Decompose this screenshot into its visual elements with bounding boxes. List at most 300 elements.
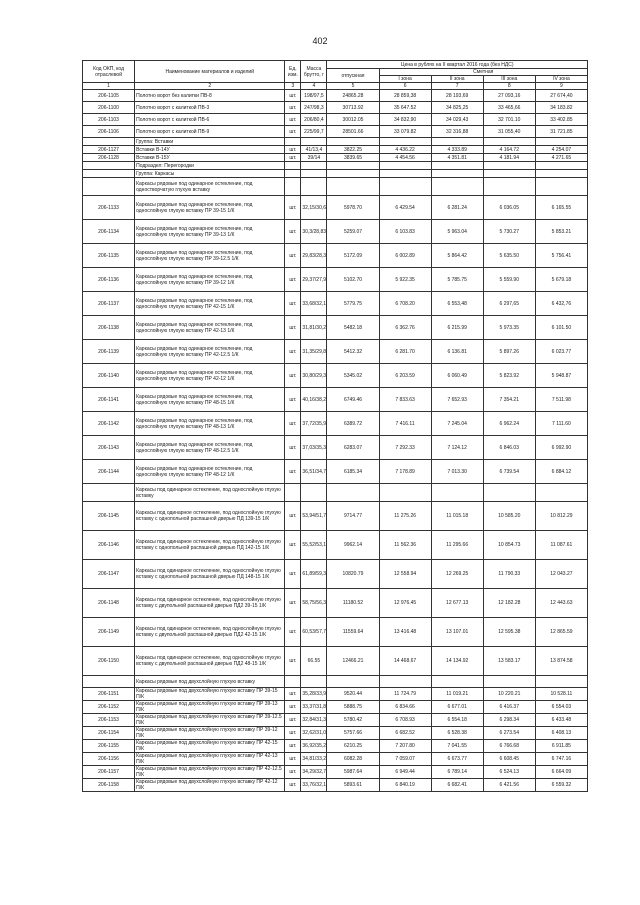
zone-3-price: 6 416.37 <box>483 701 535 714</box>
zone-1-price: 6 708.20 <box>379 292 431 316</box>
zone-1-price: 6 203.59 <box>379 364 431 388</box>
release-price: 3822.25 <box>327 146 379 154</box>
item-unit: шт. <box>285 412 301 436</box>
zone-4-price: 4 271.65 <box>535 154 587 162</box>
zone-2-price: 6 682.41 <box>431 779 483 792</box>
table-row <box>83 589 588 618</box>
table-row <box>83 531 588 560</box>
zone-3-price: 7 354.21 <box>483 388 535 412</box>
header-code: Код ОКП, код отраслевой <box>83 61 135 83</box>
group-heading: Группа: Вставки <box>135 138 285 146</box>
zone-1-price: 7 833.63 <box>379 388 431 412</box>
zone-2-price: 11 295.66 <box>431 531 483 560</box>
release-price: 6210.25 <box>327 740 379 753</box>
item-mass: 60,53/57,7 <box>301 618 327 647</box>
release-price: 5259.07 <box>327 220 379 244</box>
release-price: 5780.42 <box>327 714 379 727</box>
zone-3-price: 6 298.34 <box>483 714 535 727</box>
zone-1-price: 7 416.11 <box>379 412 431 436</box>
zone-1-price: 4 436.22 <box>379 146 431 154</box>
empty-cell <box>483 484 535 502</box>
zone-4-price: 6 559.32 <box>535 779 587 792</box>
table-row <box>83 753 588 766</box>
zone-1-price: 34 832,90 <box>379 114 431 126</box>
table-row <box>83 560 588 589</box>
zone-1-price: 6 002.89 <box>379 244 431 268</box>
zone-2-price: 4 333.89 <box>431 146 483 154</box>
zone-3-price: 5 897.26 <box>483 340 535 364</box>
item-unit: шт. <box>285 460 301 484</box>
zone-2-price: 34 825,25 <box>431 102 483 114</box>
empty-cell <box>301 170 327 178</box>
item-name: Каркасы рядовые под одинарное остекление, под однослойную глухую вставку ПР 42-15 1/К <box>135 292 285 316</box>
empty-cell <box>379 676 431 688</box>
item-unit: шт. <box>285 102 301 114</box>
header-zone-2: II зона <box>431 76 483 83</box>
item-code: 206-1154 <box>83 727 135 740</box>
item-unit: шт. <box>285 701 301 714</box>
item-mass: 53,94/51,7 <box>301 502 327 531</box>
item-name: Каркасы рядовые под двухслойную глухую вставку ПР 39-13 П/К <box>135 701 285 714</box>
item-unit: шт. <box>285 340 301 364</box>
empty-cell <box>83 178 135 196</box>
empty-cell <box>301 484 327 502</box>
item-mass: 32,62/31,0 <box>301 727 327 740</box>
zone-1-price: 14 468.67 <box>379 647 431 676</box>
zone-3-price: 6 739.54 <box>483 460 535 484</box>
empty-cell <box>483 178 535 196</box>
zone-4-price: 6 992.90 <box>535 436 587 460</box>
empty-cell <box>327 170 379 178</box>
zone-4-price: 7 111.60 <box>535 412 587 436</box>
item-code: 206-1157 <box>83 766 135 779</box>
empty-cell <box>483 162 535 170</box>
price-table <box>82 60 588 792</box>
group-heading-row <box>83 138 588 146</box>
zone-2-price: 7 124.12 <box>431 436 483 460</box>
release-price: 10820.79 <box>327 560 379 589</box>
zone-4-price: 6 023.77 <box>535 340 587 364</box>
header-estimate: Сметная <box>379 69 587 76</box>
zone-3-price: 10 220.21 <box>483 688 535 701</box>
column-number-row <box>83 83 588 90</box>
item-mass: 32,15/30,6 <box>301 196 327 220</box>
empty-cell <box>301 178 327 196</box>
item-unit: шт. <box>285 647 301 676</box>
zone-2-price: 7 041.55 <box>431 740 483 753</box>
table-row <box>83 779 588 792</box>
release-price: 5987.64 <box>327 766 379 779</box>
empty-cell <box>301 676 327 688</box>
item-mass: 30,3/28,83 <box>301 220 327 244</box>
empty-cell <box>431 162 483 170</box>
release-price: 28501.66 <box>327 126 379 138</box>
item-unit: шт. <box>285 688 301 701</box>
zone-2-price: 5 963.04 <box>431 220 483 244</box>
empty-cell <box>301 138 327 146</box>
zone-3-price: 5 730.27 <box>483 220 535 244</box>
item-code: 206-1153 <box>83 714 135 727</box>
item-unit: шт. <box>285 560 301 589</box>
zone-1-price: 6 708.93 <box>379 714 431 727</box>
table-row <box>83 701 588 714</box>
zone-3-price: 6 421.56 <box>483 779 535 792</box>
table-row <box>83 412 588 436</box>
item-mass: 198/97,5 <box>301 90 327 102</box>
zone-4-price: 12 043.27 <box>535 560 587 589</box>
empty-cell <box>83 676 135 688</box>
table-row <box>83 102 588 114</box>
zone-2-price: 14 134.92 <box>431 647 483 676</box>
empty-cell <box>431 484 483 502</box>
empty-cell <box>327 138 379 146</box>
zone-1-price: 6 949.44 <box>379 766 431 779</box>
item-code: 206-1142 <box>83 412 135 436</box>
header-zone-4: IV зона <box>535 76 587 83</box>
zone-4-price: 34 183.82 <box>535 102 587 114</box>
table-row <box>83 268 588 292</box>
item-mass: 31,35/29,8 <box>301 340 327 364</box>
item-code: 206-1156 <box>83 753 135 766</box>
zone-3-price: 6 846.03 <box>483 436 535 460</box>
item-name: Полотно ворот без калитки ПВ-8 <box>135 90 285 102</box>
item-mass: 40,16/38,2 <box>301 388 327 412</box>
item-name: Каркасы рядовые под одинарное остекление, под однослойную глухую вставку ПР 39-12.5 1/К <box>135 244 285 268</box>
item-unit: шт. <box>285 146 301 154</box>
item-code: 206-1133 <box>83 196 135 220</box>
item-unit: шт. <box>285 436 301 460</box>
zone-2-price: 6 136.81 <box>431 340 483 364</box>
empty-cell <box>535 484 587 502</box>
zone-2-price: 11 019.21 <box>431 688 483 701</box>
zone-4-price: 27 674,40 <box>535 90 587 102</box>
zone-2-price: 13 107.01 <box>431 618 483 647</box>
item-unit: шт. <box>285 196 301 220</box>
item-code: 206-1100 <box>83 102 135 114</box>
release-price: 6185.34 <box>327 460 379 484</box>
zone-1-price: 7 207.80 <box>379 740 431 753</box>
item-mass: 55,52/53,1 <box>301 531 327 560</box>
zone-4-price: 5 853.21 <box>535 220 587 244</box>
group-heading: Каркасы рядовые под одинарное остекление, под одностворчатую глухую вставку <box>135 178 285 196</box>
item-code: 206-1136 <box>83 268 135 292</box>
item-mass: 33,37/31,8 <box>301 701 327 714</box>
zone-4-price: 7 511.98 <box>535 388 587 412</box>
item-code: 206-1106 <box>83 126 135 138</box>
item-name: Вставки В-15У <box>135 154 285 162</box>
table-row <box>83 154 588 162</box>
zone-4-price: 6 432,76 <box>535 292 587 316</box>
column-number: 6 <box>379 83 431 90</box>
item-unit: шт. <box>285 316 301 340</box>
zone-2-price: 32 316,88 <box>431 126 483 138</box>
item-code: 206-1137 <box>83 292 135 316</box>
item-name: Каркасы рядовые под одинарное остекление, под однослойную глухую вставку ПР 39-15 1/К <box>135 196 285 220</box>
item-mass: 29,83/28,3 <box>301 244 327 268</box>
zone-4-price: 33 402.85 <box>535 114 587 126</box>
item-code: 206-1151 <box>83 688 135 701</box>
zone-1-price: 6 281.70 <box>379 340 431 364</box>
zone-4-price: 11 087.61 <box>535 531 587 560</box>
empty-cell <box>483 170 535 178</box>
item-name: Каркасы рядовые под одинарное остекление, под однослойную глухую вставку ПР 42-12.5 1/К <box>135 340 285 364</box>
release-price: 5757.66 <box>327 727 379 740</box>
zone-2-price: 7 013.30 <box>431 460 483 484</box>
empty-cell <box>83 138 135 146</box>
table-row <box>83 766 588 779</box>
item-name: Каркасы под одинарное остекление, под однослойную глухую вставку с двупольной распашной дверью ПД2 42-15 1/К <box>135 618 285 647</box>
empty-cell <box>285 484 301 502</box>
zone-2-price: 11 015.18 <box>431 502 483 531</box>
table-row <box>83 340 588 364</box>
group-heading-row <box>83 484 588 502</box>
item-unit: шт. <box>285 268 301 292</box>
zone-3-price: 6 297,65 <box>483 292 535 316</box>
page-number: 402 <box>312 36 328 46</box>
release-price: 6283.07 <box>327 436 379 460</box>
release-price: 30012.05 <box>327 114 379 126</box>
item-code: 206-1143 <box>83 436 135 460</box>
zone-3-price: 4 181.94 <box>483 154 535 162</box>
zone-2-price: 6 215.99 <box>431 316 483 340</box>
zone-1-price: 7 059.07 <box>379 753 431 766</box>
zone-4-price: 12 865.59 <box>535 618 587 647</box>
table-row <box>83 647 588 676</box>
table-row <box>83 740 588 753</box>
item-name: Каркасы рядовые под одинарное остекление, под однослойную глухую вставку ПР 42-13 1/К <box>135 316 285 340</box>
zone-3-price: 10 585.20 <box>483 502 535 531</box>
release-price: 9520.44 <box>327 688 379 701</box>
release-price: 11559.64 <box>327 618 379 647</box>
zone-2-price: 6 789.14 <box>431 766 483 779</box>
zone-3-price: 31 055,40 <box>483 126 535 138</box>
zone-2-price: 6 673.77 <box>431 753 483 766</box>
zone-1-price: 5 922.35 <box>379 268 431 292</box>
zone-4-price: 6 747.16 <box>535 753 587 766</box>
item-code: 206-1158 <box>83 779 135 792</box>
item-code: 206-1128 <box>83 154 135 162</box>
item-unit: шт. <box>285 364 301 388</box>
zone-4-price: 6 165.55 <box>535 196 587 220</box>
group-heading: Каркасы под одинарное остекление, под однослойную глухую вставку <box>135 484 285 502</box>
empty-cell <box>379 162 431 170</box>
item-mass: 58,75/56,3 <box>301 589 327 618</box>
empty-cell <box>285 178 301 196</box>
zone-2-price: 6 281.24 <box>431 196 483 220</box>
zone-1-price: 6 682.52 <box>379 727 431 740</box>
zone-1-price: 12 976.45 <box>379 589 431 618</box>
item-name: Каркасы рядовые под одинарное остекление, под однослойную глухую вставку ПР 48-12.5 1/К <box>135 436 285 460</box>
item-mass: 32,84/31,3 <box>301 714 327 727</box>
item-mass: 36,92/35,2 <box>301 740 327 753</box>
zone-3-price: 5 973.35 <box>483 316 535 340</box>
item-code: 206-1141 <box>83 388 135 412</box>
empty-cell <box>535 138 587 146</box>
item-mass: 206/80,4 <box>301 114 327 126</box>
zone-2-price: 28 193,69 <box>431 90 483 102</box>
item-unit: шт. <box>285 766 301 779</box>
item-mass: 31,81/30,2 <box>301 316 327 340</box>
item-name: Каркасы рядовые под одинарное остекление, под однослойную глухую вставку ПР 48-15 1/К <box>135 388 285 412</box>
zone-2-price: 7 245.04 <box>431 412 483 436</box>
item-unit: шт. <box>285 727 301 740</box>
group-heading: Подраздел: Перегородки <box>135 162 285 170</box>
empty-cell <box>83 484 135 502</box>
item-unit: шт. <box>285 154 301 162</box>
zone-4-price: 4 254.07 <box>535 146 587 154</box>
zone-4-price: 6 433.48 <box>535 714 587 727</box>
item-name: Каркасы рядовые под двухслойную глухую вставку ПР 42-13 П/К <box>135 753 285 766</box>
item-name: Каркасы под одинарное остекление, под однослойную глухую вставку с двупольной распашной дверью ПД2 48-15 1/К <box>135 647 285 676</box>
zone-4-price: 13 874.58 <box>535 647 587 676</box>
item-code: 206-1149 <box>83 618 135 647</box>
item-code: 206-1139 <box>83 340 135 364</box>
zone-1-price: 11 724.79 <box>379 688 431 701</box>
zone-3-price: 6 608.45 <box>483 753 535 766</box>
zone-1-price: 12 558.94 <box>379 560 431 589</box>
zone-4-price: 6 911.85 <box>535 740 587 753</box>
item-name: Каркасы рядовые под одинарное остекление, под однослойную глухую вставку ПР 42-12 1/К <box>135 364 285 388</box>
zone-1-price: 6 429.54 <box>379 196 431 220</box>
table-row <box>83 618 588 647</box>
empty-cell <box>379 484 431 502</box>
item-name: Вставки В-14У <box>135 146 285 154</box>
item-unit: шт. <box>285 753 301 766</box>
item-name: Каркасы рядовые под двухслойную глухую вставку ПР 39-12 П/К <box>135 727 285 740</box>
release-price: 12466.21 <box>327 647 379 676</box>
item-mass: 37,72/35,9 <box>301 412 327 436</box>
item-unit: шт. <box>285 114 301 126</box>
item-name: Каркасы рядовые под одинарное остекление, под однослойную глухую вставку ПР 39-12 1/К <box>135 268 285 292</box>
release-price: 6749.46 <box>327 388 379 412</box>
zone-4-price: 6 884.12 <box>535 460 587 484</box>
group-heading: Группа: Каркасы <box>135 170 285 178</box>
zone-2-price: 34 029,43 <box>431 114 483 126</box>
release-price: 9714.77 <box>327 502 379 531</box>
item-code: 206-1152 <box>83 701 135 714</box>
zone-2-price: 6 528.38 <box>431 727 483 740</box>
item-code: 206-1140 <box>83 364 135 388</box>
item-code: 206-1134 <box>83 220 135 244</box>
item-mass: 34,29/32,7 <box>301 766 327 779</box>
release-price: 5345.02 <box>327 364 379 388</box>
item-unit: шт. <box>285 244 301 268</box>
zone-4-price: 5 679.18 <box>535 268 587 292</box>
release-price: 5888.75 <box>327 701 379 714</box>
table-row <box>83 502 588 531</box>
zone-3-price: 27 093,16 <box>483 90 535 102</box>
empty-cell <box>431 170 483 178</box>
empty-cell <box>379 170 431 178</box>
item-name: Каркасы под одинарное остекление, под однослойную глухую вставку с однопольной распашной дверью ПД 139-15 1/К <box>135 502 285 531</box>
item-unit: шт. <box>285 220 301 244</box>
item-name: Каркасы под одинарное остекление, под однослойную глухую вставку с однопольной распашной дверью ПД 148-15 1/К <box>135 560 285 589</box>
item-mass: 33,76/32,1 <box>301 779 327 792</box>
zone-4-price: 10 812.29 <box>535 502 587 531</box>
release-price: 9962.14 <box>327 531 379 560</box>
item-name: Полотно ворот с калиткой ПВ-9 <box>135 126 285 138</box>
item-unit: шт. <box>285 714 301 727</box>
zone-3-price: 33 465,66 <box>483 102 535 114</box>
item-name: Полотно ворот с калиткой ПВ-6 <box>135 114 285 126</box>
item-name: Каркасы рядовые под двухслойную глухую вставку ПР 42-12 П/К <box>135 779 285 792</box>
zone-3-price: 32 701.10 <box>483 114 535 126</box>
empty-cell <box>285 676 301 688</box>
table-row <box>83 244 588 268</box>
zone-1-price: 6 834.66 <box>379 701 431 714</box>
item-mass: 225/99,7 <box>301 126 327 138</box>
zone-2-price: 4 351.81 <box>431 154 483 162</box>
item-name: Каркасы под одинарное остекление, под однослойную глухую вставку с однопольной распашной дверью ПД 142-15 1/К <box>135 531 285 560</box>
item-unit: шт. <box>285 126 301 138</box>
item-code: 206-1150 <box>83 647 135 676</box>
table-row <box>83 90 588 102</box>
zone-3-price: 4 164.72 <box>483 146 535 154</box>
zone-4-price: 6 554.03 <box>535 701 587 714</box>
zone-3-price: 5 823.92 <box>483 364 535 388</box>
item-code: 206-1103 <box>83 114 135 126</box>
table-row <box>83 460 588 484</box>
zone-4-price: 5 948.87 <box>535 364 587 388</box>
empty-cell <box>327 676 379 688</box>
zone-3-price: 13 583.17 <box>483 647 535 676</box>
zone-4-price: 12 443.63 <box>535 589 587 618</box>
item-mass: 30,80/29,3 <box>301 364 327 388</box>
release-price: 5412.32 <box>327 340 379 364</box>
empty-cell <box>327 162 379 170</box>
empty-cell <box>535 178 587 196</box>
release-price: 5102.70 <box>327 268 379 292</box>
release-price: 3839.65 <box>327 154 379 162</box>
empty-cell <box>483 676 535 688</box>
table-row <box>83 714 588 727</box>
header-release: отпускная <box>327 69 379 83</box>
column-number: 8 <box>483 83 535 90</box>
group-heading-row <box>83 178 588 196</box>
zone-4-price: 31 721.85 <box>535 126 587 138</box>
zone-4-price: 6 664.09 <box>535 766 587 779</box>
release-price: 24865.28 <box>327 90 379 102</box>
item-name: Каркасы под одинарное остекление, под однослойную глухую вставку с двупольной распашной дверью ПД2 39-15 1/К <box>135 589 285 618</box>
item-mass: 34,81/33,2 <box>301 753 327 766</box>
zone-2-price: 6 677.01 <box>431 701 483 714</box>
column-number: 5 <box>327 83 379 90</box>
zone-1-price: 28 859,38 <box>379 90 431 102</box>
column-number: 4 <box>301 83 327 90</box>
item-name: Каркасы рядовые под одинарное остекление, под однослойную глухую вставку ПР 48-13 1/К <box>135 412 285 436</box>
zone-2-price: 6 553,48 <box>431 292 483 316</box>
empty-cell <box>285 138 301 146</box>
item-name: Каркасы рядовые под двухслойную глухую вставку ПР 42-15 П/К <box>135 740 285 753</box>
item-code: 206-1144 <box>83 460 135 484</box>
item-mass: 33,68/32,1 <box>301 292 327 316</box>
item-unit: шт. <box>285 292 301 316</box>
zone-1-price: 13 416.48 <box>379 618 431 647</box>
zone-1-price: 6 103.83 <box>379 220 431 244</box>
zone-4-price: 6 408.13 <box>535 727 587 740</box>
item-unit: шт. <box>285 779 301 792</box>
item-unit: шт. <box>285 740 301 753</box>
zone-3-price: 5 559.90 <box>483 268 535 292</box>
empty-cell <box>431 676 483 688</box>
item-mass: 39/14 <box>301 154 327 162</box>
table-row <box>83 292 588 316</box>
column-number: 2 <box>135 83 285 90</box>
zone-1-price: 11 275.26 <box>379 502 431 531</box>
item-code: 206-1147 <box>83 560 135 589</box>
item-name: Полотно ворот с калиткой ПВ-3 <box>135 102 285 114</box>
group-heading-row <box>83 170 588 178</box>
